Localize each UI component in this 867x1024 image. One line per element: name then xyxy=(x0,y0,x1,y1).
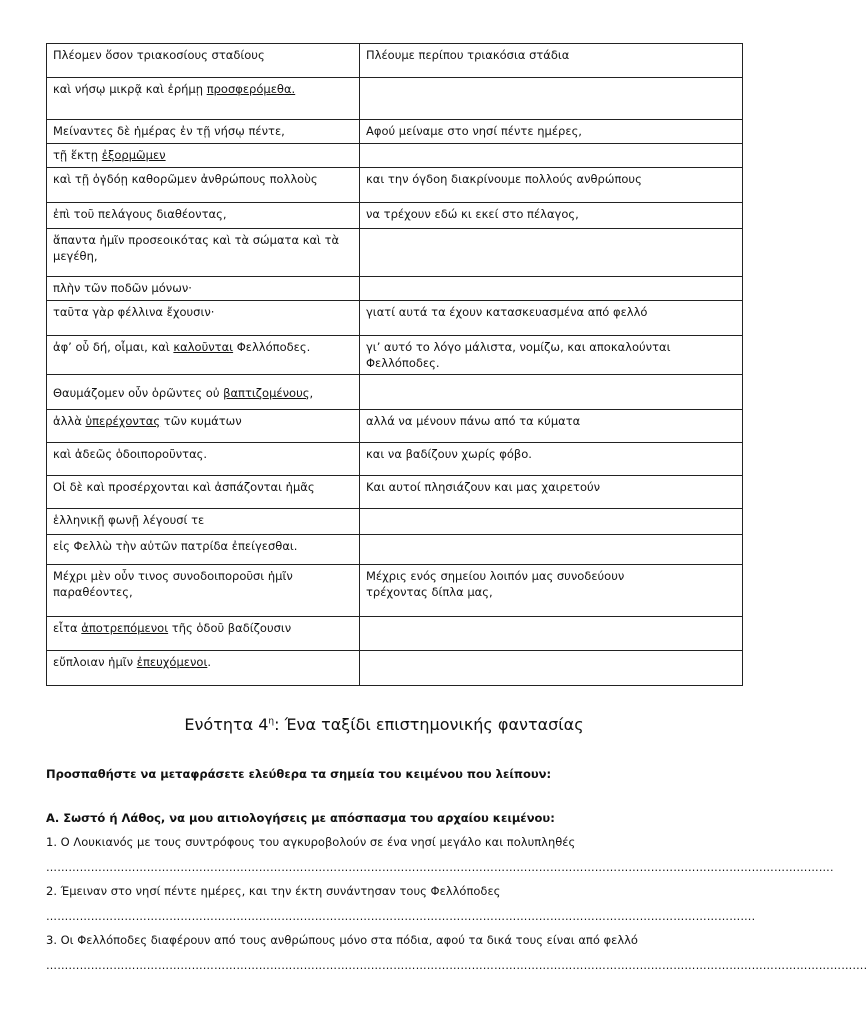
ancient-text-cell xyxy=(47,336,360,375)
ancient-text-segment: . xyxy=(207,655,211,669)
ancient-text-segment: ταῦτα γὰρ φέλλινα ἔχουσιν· xyxy=(53,305,215,319)
ancient-text-cell xyxy=(47,301,360,336)
underlined-word: ὑπερέχοντας xyxy=(85,414,161,428)
ancient-text-cell xyxy=(47,375,360,410)
ancient-text-segment: Θαυμάζομεν οὖν ὁρῶντες οὐ xyxy=(53,385,224,400)
table-row xyxy=(47,168,743,203)
ancient-text-segment: εἶτα xyxy=(53,621,82,635)
modern-text-cell xyxy=(360,277,743,301)
table-row xyxy=(47,203,743,229)
answer-line-3[interactable]: …………………………………………………………………………………………………………………………………………………………………………………………………. xyxy=(46,959,867,972)
ancient-text-cell xyxy=(47,617,360,651)
ancient-text-cell xyxy=(47,651,360,686)
table-row xyxy=(47,144,743,168)
modern-text-cell: Πλέουμε περίπου τριακόσια στάδια xyxy=(360,44,743,78)
ancient-text-segment: , xyxy=(309,385,314,400)
underlined-word: προσφερόμεθα. xyxy=(206,82,296,96)
table-row xyxy=(47,44,743,78)
ancient-text-segment: τῇ ἕκτῃ xyxy=(53,148,102,162)
unit-title-rest: : Ένα ταξίδι επιστημονικής φαντασίας xyxy=(274,715,584,734)
table-row xyxy=(47,476,743,509)
question-3: 3. Οι Φελλόποδες διαφέρουν από τους ανθρώπους μόνο στα πόδια, αφού τα δικά τους είναι από φελλό xyxy=(46,933,638,947)
ancient-text-segment: ἅπαντα ἡμῖν προσεοικότας καὶ τὰ σώματα καὶ τὰ μεγέθη, xyxy=(53,233,340,263)
instruction-text: Προσπαθήστε να μεταφράσετε ελεύθερα τα σημεία του κειμένου που λείπουν: xyxy=(46,767,552,781)
ancient-text-cell xyxy=(47,443,360,476)
ancient-text-cell xyxy=(47,509,360,535)
ancient-text-segment: καὶ νήσῳ μικρᾷ καὶ ἐρήμῃ xyxy=(53,82,207,96)
underlined-word: ἀποτρεπόμενοι xyxy=(81,621,169,635)
ancient-text-cell xyxy=(47,277,360,301)
modern-text-cell: και την όγδοη διακρίνουμε πολλούς ανθρώπους xyxy=(360,168,743,203)
ancient-text-segment: Φελλόποδες. xyxy=(233,340,311,354)
modern-text-cell: γι’ αυτό το λόγο μάλιστα, νομίζω, και αποκαλούνται Φελλόποδες. xyxy=(360,336,743,375)
modern-text-cell xyxy=(360,651,743,686)
ancient-text-segment: πλὴν τῶν ποδῶν μόνων· xyxy=(53,281,192,295)
ancient-text-segment: Οἱ δὲ καὶ προσέρχονται καὶ ἀσπάζονται ἡμᾶς xyxy=(53,480,315,494)
ancient-text-segment: ἀλλὰ xyxy=(53,414,86,428)
underlined-word: βαπτιζομένους xyxy=(223,385,310,400)
modern-text-cell: γιατί αυτά τα έχουν κατασκευασμένα από φελλό xyxy=(360,301,743,336)
table-row xyxy=(47,301,743,336)
unit-title-superscript: η xyxy=(268,716,275,727)
modern-text-cell: Αφού μείναμε στο νησί πέντε ημέρες, xyxy=(360,120,743,144)
table-row xyxy=(47,410,743,443)
underlined-word: καλοῦνται xyxy=(173,340,234,354)
modern-text-cell xyxy=(360,509,743,535)
ancient-text-segment: Πλέομεν ὅσον τριακοσίους σταδίους xyxy=(53,48,265,62)
ancient-text-segment: καὶ ἀδεῶς ὁδοιποροῦντας. xyxy=(53,447,208,461)
modern-text-cell xyxy=(360,229,743,277)
question-1: 1. Ο Λουκιανός με τους συντρόφους του αγκυροβολούν σε ένα νησί μεγάλο και πολυπληθές xyxy=(46,835,576,849)
modern-text-cell xyxy=(360,375,743,410)
table-row xyxy=(47,509,743,535)
question-2: 2. Έμειναν στο νησί πέντε ημέρες, και την έκτη συνάντησαν τους Φελλόποδες xyxy=(46,884,501,898)
table-row xyxy=(47,443,743,476)
translation-table xyxy=(46,43,743,686)
ancient-text-segment: εἰς Φελλὼ τὴν αὐτῶν πατρίδα ἐπείγεσθαι. xyxy=(53,539,298,553)
ancient-text-cell xyxy=(47,120,360,144)
ancient-text-segment: Μέχρι μὲν οὖν τινος συνοδοιποροῦσι ἡμῖν παραθέοντες, xyxy=(53,569,293,599)
ancient-text-segment: ἐπὶ τοῦ πελάγους διαθέοντας, xyxy=(53,207,227,221)
underlined-word: ἐξορμῶμεν xyxy=(101,148,166,162)
underlined-word: ἐπευχόμενοι xyxy=(136,655,208,669)
modern-text-cell: αλλά να μένουν πάνω από τα κύματα xyxy=(360,410,743,443)
table-row xyxy=(47,617,743,651)
modern-text-cell xyxy=(360,617,743,651)
section-a-heading: Α. Σωστό ή Λάθος, να μου αιτιολογήσεις με απόσπασμα του αρχαίου κειμένου: xyxy=(46,811,555,825)
modern-text-cell: Μέχρις ενός σημείου λοιπόν μας συνοδεύουν τρέχοντας δίπλα μας, xyxy=(360,565,743,617)
table-row xyxy=(47,535,743,565)
ancient-text-cell xyxy=(47,168,360,203)
ancient-text-cell xyxy=(47,144,360,168)
modern-text-cell: να τρέχουν εδώ κι εκεί στο πέλαγος, xyxy=(360,203,743,229)
ancient-text-cell xyxy=(47,203,360,229)
ancient-text-segment: ἀφ’ οὗ δή, οἶμαι, καὶ xyxy=(53,340,174,354)
ancient-text-cell xyxy=(47,78,360,120)
ancient-text-segment: Μείναντες δὲ ἡμέρας ἐν τῇ νήσῳ πέντε, xyxy=(53,124,285,138)
table-row xyxy=(47,120,743,144)
unit-title-prefix: Ενότητα 4 xyxy=(184,715,269,734)
ancient-text-segment: ἑλληνικῇ φωνῇ λέγουσί τε xyxy=(53,513,205,527)
ancient-text-cell xyxy=(47,565,360,617)
ancient-text-cell xyxy=(47,229,360,277)
ancient-text-cell xyxy=(47,44,360,78)
ancient-text-segment: τῶν κυμάτων xyxy=(160,414,242,428)
modern-text-cell xyxy=(360,144,743,168)
table-row xyxy=(47,277,743,301)
table-row xyxy=(47,375,743,410)
table-row xyxy=(47,565,743,617)
unit-title xyxy=(0,714,768,736)
ancient-text-cell xyxy=(47,535,360,565)
ancient-text-segment: τῆς ὁδοῦ βαδίζουσιν xyxy=(168,621,292,635)
modern-text-cell xyxy=(360,535,743,565)
ancient-text-segment: καὶ τῇ ὀγδόῃ καθορῶμεν ἀνθρώπους πολλοὺς xyxy=(53,172,318,186)
table-row xyxy=(47,229,743,277)
answer-line-2[interactable]: ………………………………………………………………………………………………………………………………………………………………………. xyxy=(46,910,756,923)
table-row xyxy=(47,651,743,686)
answer-line-1[interactable]: …………………………………………………………………………………………………………………………………………………………………………………………. xyxy=(46,861,834,874)
modern-text-cell: και να βαδίζουν χωρίς φόβο. xyxy=(360,443,743,476)
ancient-text-cell xyxy=(47,476,360,509)
ancient-text-cell xyxy=(47,410,360,443)
ancient-text-segment: εὔπλοιαν ἡμῖν xyxy=(53,655,137,669)
table-row xyxy=(47,336,743,375)
modern-text-cell: Και αυτοί πλησιάζουν και μας χαιρετούν xyxy=(360,476,743,509)
table-row xyxy=(47,78,743,120)
modern-text-cell xyxy=(360,78,743,120)
